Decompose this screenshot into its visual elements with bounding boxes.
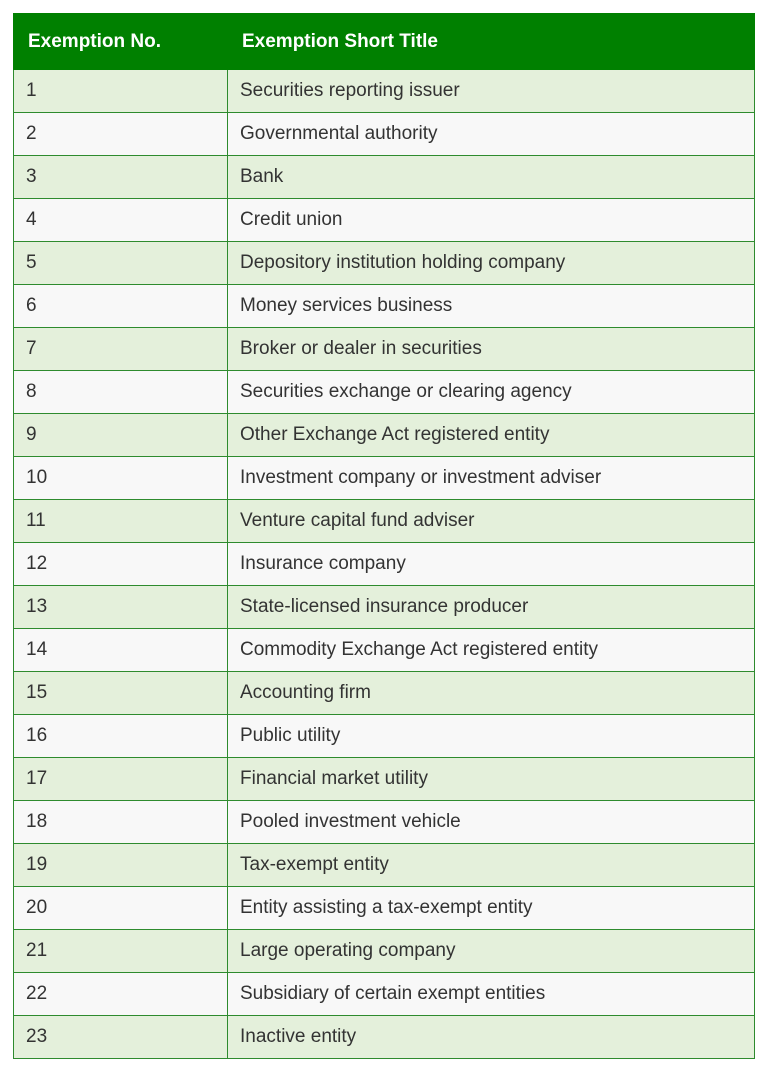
header-exemption-short-title: Exemption Short Title bbox=[228, 14, 755, 70]
table-row bbox=[14, 930, 755, 973]
exemption-number-cell: 10 bbox=[14, 457, 228, 500]
table-row bbox=[14, 113, 755, 156]
exemption-title-cell: Subsidiary of certain exempt entities bbox=[228, 973, 755, 1016]
exemption-title-cell: Broker or dealer in securities bbox=[228, 328, 755, 371]
exemption-number-cell: 2 bbox=[14, 113, 228, 156]
table-row bbox=[14, 242, 755, 285]
exemption-number-cell: 11 bbox=[14, 500, 228, 543]
exemption-title-cell: Insurance company bbox=[228, 543, 755, 586]
exemption-title-cell: Venture capital fund adviser bbox=[228, 500, 755, 543]
exemption-title-cell: Accounting firm bbox=[228, 672, 755, 715]
exemption-title-cell: Inactive entity bbox=[228, 1016, 755, 1059]
exemption-number-cell: 1 bbox=[14, 70, 228, 113]
exemption-number-cell: 16 bbox=[14, 715, 228, 758]
table-row bbox=[14, 199, 755, 242]
header-exemption-no: Exemption No. bbox=[14, 14, 228, 70]
exemption-title-cell: Pooled investment vehicle bbox=[228, 801, 755, 844]
table-row bbox=[14, 1016, 755, 1059]
exemption-number-cell: 22 bbox=[14, 973, 228, 1016]
exemption-title-cell: Public utility bbox=[228, 715, 755, 758]
table-row bbox=[14, 500, 755, 543]
table-row bbox=[14, 801, 755, 844]
exemption-title-cell: Financial market utility bbox=[228, 758, 755, 801]
exemption-number-cell: 3 bbox=[14, 156, 228, 199]
table-row bbox=[14, 715, 755, 758]
exemption-number-cell: 8 bbox=[14, 371, 228, 414]
table-row bbox=[14, 70, 755, 113]
table-row bbox=[14, 758, 755, 801]
exemption-number-cell: 21 bbox=[14, 930, 228, 973]
exemption-title-cell: Other Exchange Act registered entity bbox=[228, 414, 755, 457]
exemptions-table-container bbox=[13, 13, 754, 1059]
table-row bbox=[14, 672, 755, 715]
exemption-title-cell: Entity assisting a tax-exempt entity bbox=[228, 887, 755, 930]
exemption-number-cell: 18 bbox=[14, 801, 228, 844]
exemption-number-cell: 4 bbox=[14, 199, 228, 242]
exemption-title-cell: Money services business bbox=[228, 285, 755, 328]
exemption-number-cell: 9 bbox=[14, 414, 228, 457]
table-row bbox=[14, 887, 755, 930]
exemption-title-cell: Bank bbox=[228, 156, 755, 199]
exemption-title-cell: Commodity Exchange Act registered entity bbox=[228, 629, 755, 672]
exemption-title-cell: Tax-exempt entity bbox=[228, 844, 755, 887]
table-header bbox=[14, 14, 755, 70]
exemption-number-cell: 17 bbox=[14, 758, 228, 801]
exemption-number-cell: 14 bbox=[14, 629, 228, 672]
table-row bbox=[14, 156, 755, 199]
table-body bbox=[14, 70, 755, 1059]
exemption-title-cell: Credit union bbox=[228, 199, 755, 242]
exemption-title-cell: Investment company or investment adviser bbox=[228, 457, 755, 500]
exemptions-table bbox=[13, 13, 755, 1059]
exemption-number-cell: 6 bbox=[14, 285, 228, 328]
table-row bbox=[14, 371, 755, 414]
table-row bbox=[14, 414, 755, 457]
table-row bbox=[14, 328, 755, 371]
exemption-number-cell: 5 bbox=[14, 242, 228, 285]
exemption-title-cell: Securities reporting issuer bbox=[228, 70, 755, 113]
table-row bbox=[14, 457, 755, 500]
table-row bbox=[14, 543, 755, 586]
table-row bbox=[14, 586, 755, 629]
table-row bbox=[14, 973, 755, 1016]
table-row bbox=[14, 629, 755, 672]
exemption-title-cell: State-licensed insurance producer bbox=[228, 586, 755, 629]
exemption-title-cell: Governmental authority bbox=[228, 113, 755, 156]
exemption-number-cell: 7 bbox=[14, 328, 228, 371]
exemption-title-cell: Depository institution holding company bbox=[228, 242, 755, 285]
exemption-number-cell: 12 bbox=[14, 543, 228, 586]
exemption-number-cell: 15 bbox=[14, 672, 228, 715]
exemption-number-cell: 20 bbox=[14, 887, 228, 930]
exemption-title-cell: Large operating company bbox=[228, 930, 755, 973]
table-row bbox=[14, 285, 755, 328]
table-row bbox=[14, 844, 755, 887]
exemption-title-cell: Securities exchange or clearing agency bbox=[228, 371, 755, 414]
exemption-number-cell: 19 bbox=[14, 844, 228, 887]
exemption-number-cell: 13 bbox=[14, 586, 228, 629]
exemption-number-cell: 23 bbox=[14, 1016, 228, 1059]
header-row bbox=[14, 14, 755, 70]
